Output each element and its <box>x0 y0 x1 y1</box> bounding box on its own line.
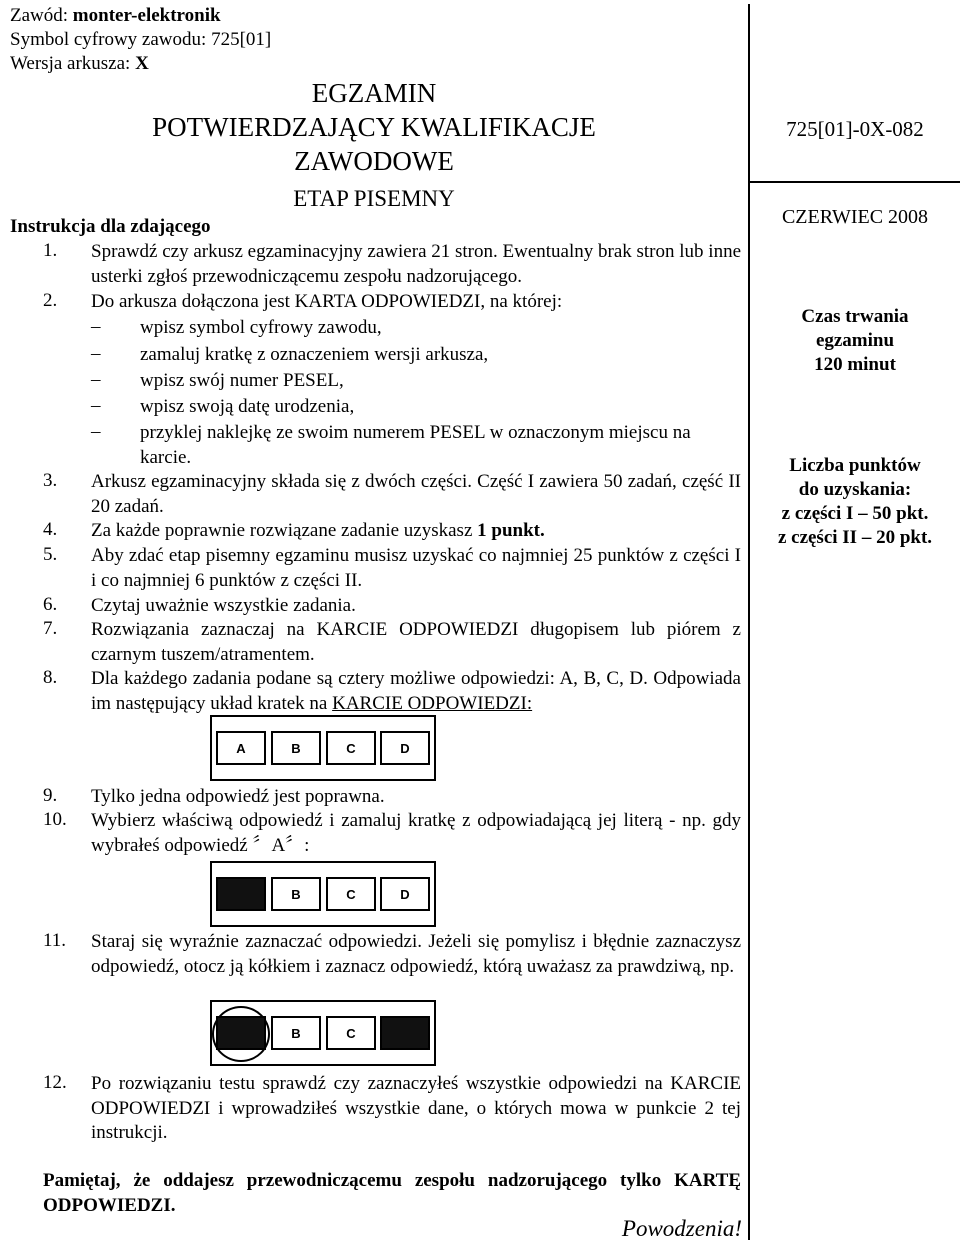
answer-grid-example <box>210 715 436 781</box>
column-divider <box>748 4 750 1240</box>
exam-code: 725[01]-0X-082 <box>786 117 924 141</box>
item-10-number: 10. <box>43 809 67 830</box>
dash-bullet: – <box>91 369 101 390</box>
stage-title: ETAP PISEMNY <box>293 186 455 211</box>
reminder-text: Pamiętaj, że oddajesz przewodniczącemu zespołu nadzorującego tylko KARTĘ ODPOWIEDZI. <box>43 1170 741 1216</box>
item-2-sub-4: wpisz swoją datę urodzenia, <box>140 396 355 417</box>
dash-bullet: – <box>91 395 101 416</box>
version-line <box>10 52 149 76</box>
item-2-text: Do arkusza dołączona jest KARTA ODPOWIEDZI, na której: <box>91 291 563 312</box>
dash-bullet: – <box>91 421 101 442</box>
good-luck: Powodzenia! <box>621 1216 742 1241</box>
item-2-sub-3: wpisz swój numer PESEL, <box>140 370 344 391</box>
item-2-sub-5: przyklej naklejkę ze swoim numerem PESEL w oznaczonym miejscu na karcie. <box>140 422 691 468</box>
symbol-label: Symbol cyfrowy zawodu: <box>10 29 212 50</box>
duration-line-2: egzaminu <box>815 330 895 351</box>
item-6-text: Czytaj uważnie wszystkie zadania. <box>91 595 356 616</box>
item-2-number: 2. <box>43 290 58 311</box>
grid-cell-d: D <box>380 877 430 911</box>
grid-cell-c: C <box>326 731 376 765</box>
profession-line <box>10 4 221 28</box>
item-4-text-main: Za każde poprawnie rozwiązane zadanie uzyskasz <box>91 520 478 541</box>
version-value: X <box>135 53 149 74</box>
grid-cell-d-filled <box>380 1016 430 1050</box>
item-11-text: Staraj się wyraźnie zaznaczać odpowiedzi. Jeżeli się pomylisz i błędnie zaznaczysz odpowiedź, otocz ją kółkiem i zaznacz odpowiedź, którą uważasz za prawdziwą, np. <box>91 931 741 977</box>
answer-grid-circled-example <box>210 1000 436 1066</box>
grid-cell-a-filled <box>216 1016 266 1050</box>
grid-cell-b: B <box>271 877 321 911</box>
item-11-number: 11. <box>43 930 67 951</box>
duration-line-1: Czas trwania <box>801 306 909 327</box>
item-12-text: Po rozwiązaniu testu sprawdź czy zaznaczyłeś wszystkie odpowiedzi na KARCIE ODPOWIEDZI i wprowadziłeś wszystkie dane, o których mowa w punkcie 2 tej instrukcji. <box>91 1073 741 1143</box>
grid-cell-d: D <box>380 731 430 765</box>
grid-cell-b: B <box>271 731 321 765</box>
item-8-number: 8. <box>43 667 58 688</box>
item-8-text-main: Dla każdego zadania podane są cztery możliwe odpowiedzi: A, B, C, D. Odpowiada im następujący układ kratek na <box>91 668 741 714</box>
item-9-number: 9. <box>43 785 58 806</box>
points-block <box>750 454 960 550</box>
item-4-number: 4. <box>43 519 58 540</box>
item-1-number: 1. <box>43 240 58 261</box>
instructions-heading: Instrukcja dla zdającego <box>10 216 211 237</box>
dash-bullet: – <box>91 343 101 364</box>
item-5-number: 5. <box>43 544 58 565</box>
item-7-number: 7. <box>43 618 58 639</box>
item-10-text: Wybierz właściwą odpowiedź i zamaluj kratkę z odpowiadającą jej literą - np. gdy wybrałeś odpowiedź 〞A〞: <box>91 810 741 856</box>
item-6-number: 6. <box>43 594 58 615</box>
item-9-text: Tylko jedna odpowiedź jest poprawna. <box>91 786 385 807</box>
title-line-2: POTWIERDZAJĄCY KWALIFIKACJE <box>152 112 596 142</box>
grid-cell-a: A <box>216 731 266 765</box>
item-8-text-underlined: KARCIE ODPOWIEDZI: <box>332 692 533 714</box>
item-2-sub-2: zamaluj kratkę z oznaczeniem wersji arkusza, <box>140 344 489 365</box>
profession-value: monter-elektronik <box>72 5 221 26</box>
dash-bullet: – <box>91 316 101 337</box>
item-1-text: Sprawdź czy arkusz egzaminacyjny zawiera 21 stron. Ewentualny brak stron lub inne usterki zgłoś przewodniczącemu zespołu nadzorującego. <box>91 241 741 287</box>
points-line-1: Liczba punktów <box>789 455 921 476</box>
duration-block <box>750 305 960 377</box>
answer-grid-filled-example <box>210 861 436 927</box>
grid-cell-c: C <box>326 877 376 911</box>
duration-line-3: 120 minut <box>814 354 896 375</box>
item-12-number: 12. <box>43 1072 67 1093</box>
points-line-3: z części I – 50 pkt. <box>781 503 929 524</box>
item-3-number: 3. <box>43 470 58 491</box>
profession-label: Zawód: <box>10 5 73 26</box>
item-8-text <box>91 667 741 716</box>
title-line-3: ZAWODOWE <box>294 146 454 176</box>
title-line-1: EGZAMIN <box>311 78 437 108</box>
exam-date: CZERWIEC 2008 <box>781 206 929 228</box>
item-3-text: Arkusz egzaminacyjny składa się z dwóch części. Część I zawiera 50 zadań, część II 20 zadań. <box>91 471 741 517</box>
item-2-sub-1: wpisz symbol cyfrowy zawodu, <box>140 317 382 338</box>
points-line-2: do uzyskania: <box>798 479 912 500</box>
symbol-line <box>10 28 271 52</box>
item-5-text: Aby zdać etap pisemny egzaminu musisz uzyskać co najmniej 25 punktów z części I i co najmniej 6 punktów z części II. <box>91 545 741 591</box>
symbol-value: 725[01] <box>211 29 272 50</box>
item-4-text-bold: 1 punkt. <box>477 520 545 541</box>
version-label: Wersja arkusza: <box>10 53 136 74</box>
grid-cell-a-filled <box>216 877 266 911</box>
item-4-text <box>91 519 741 544</box>
sidebar-divider <box>748 181 960 183</box>
grid-cell-b: B <box>271 1016 321 1050</box>
grid-cell-c: C <box>326 1016 376 1050</box>
points-line-4: z części II – 20 pkt. <box>777 527 933 548</box>
item-7-text: Rozwiązania zaznaczaj na KARCIE ODPOWIEDZI długopisem lub piórem z czarnym tuszem/atramentem. <box>91 619 741 665</box>
